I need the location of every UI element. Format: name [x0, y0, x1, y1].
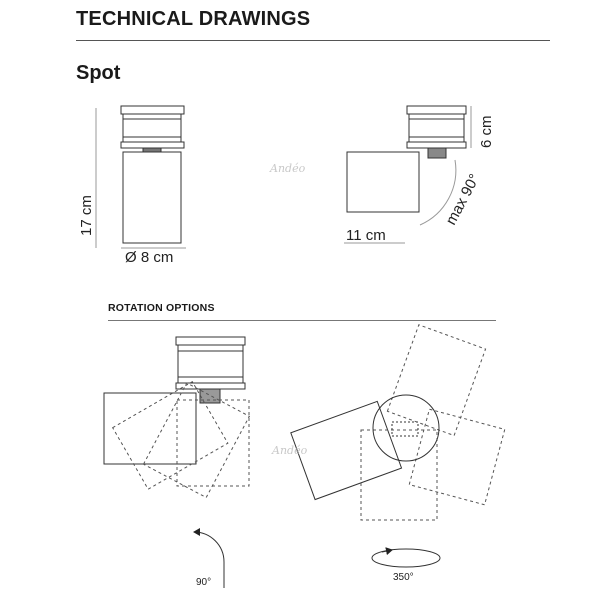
side-spot-body: [347, 152, 419, 212]
pan-spot-up-dashed: [387, 325, 485, 436]
diameter-label: Ø 8 cm: [125, 249, 174, 266]
side-adapter-body: [409, 114, 464, 142]
pan-angle-label: 350°: [393, 572, 414, 583]
watermark-bottom: Andéo: [272, 444, 308, 457]
front-view: [96, 106, 186, 248]
spot-cylinder: [123, 152, 181, 243]
length-label: 11 cm: [346, 227, 386, 244]
tilt-label: max 90°: [442, 171, 484, 228]
adapter-body: [123, 114, 181, 142]
height-label: 17 cm: [78, 195, 95, 236]
pan-joint-dashed: [392, 422, 418, 436]
pan-spot-right-dashed: [409, 409, 505, 505]
pan-spot-solid: [291, 401, 402, 499]
page-title: TECHNICAL DRAWINGS: [76, 8, 311, 30]
side-adapter-ring: [407, 142, 466, 148]
side-joint: [428, 148, 446, 158]
section-title-spot: Spot: [76, 62, 121, 84]
pan-rotation-view: [291, 325, 505, 567]
ceiling-plate: [121, 106, 184, 114]
rotation-options-heading: ROTATION OPTIONS: [108, 302, 215, 314]
tilt-ceiling-plate: [176, 337, 245, 345]
tilt-angle-label: 90°: [196, 577, 212, 588]
depth-label: 6 cm: [478, 115, 495, 148]
adapter-ring: [121, 142, 184, 148]
joint: [143, 148, 161, 152]
tilt-spot-horizontal: [104, 393, 196, 464]
side-ceiling-plate: [407, 106, 466, 114]
tilt-rotation-view: [104, 337, 249, 588]
watermark-top: Andéo: [270, 162, 306, 175]
